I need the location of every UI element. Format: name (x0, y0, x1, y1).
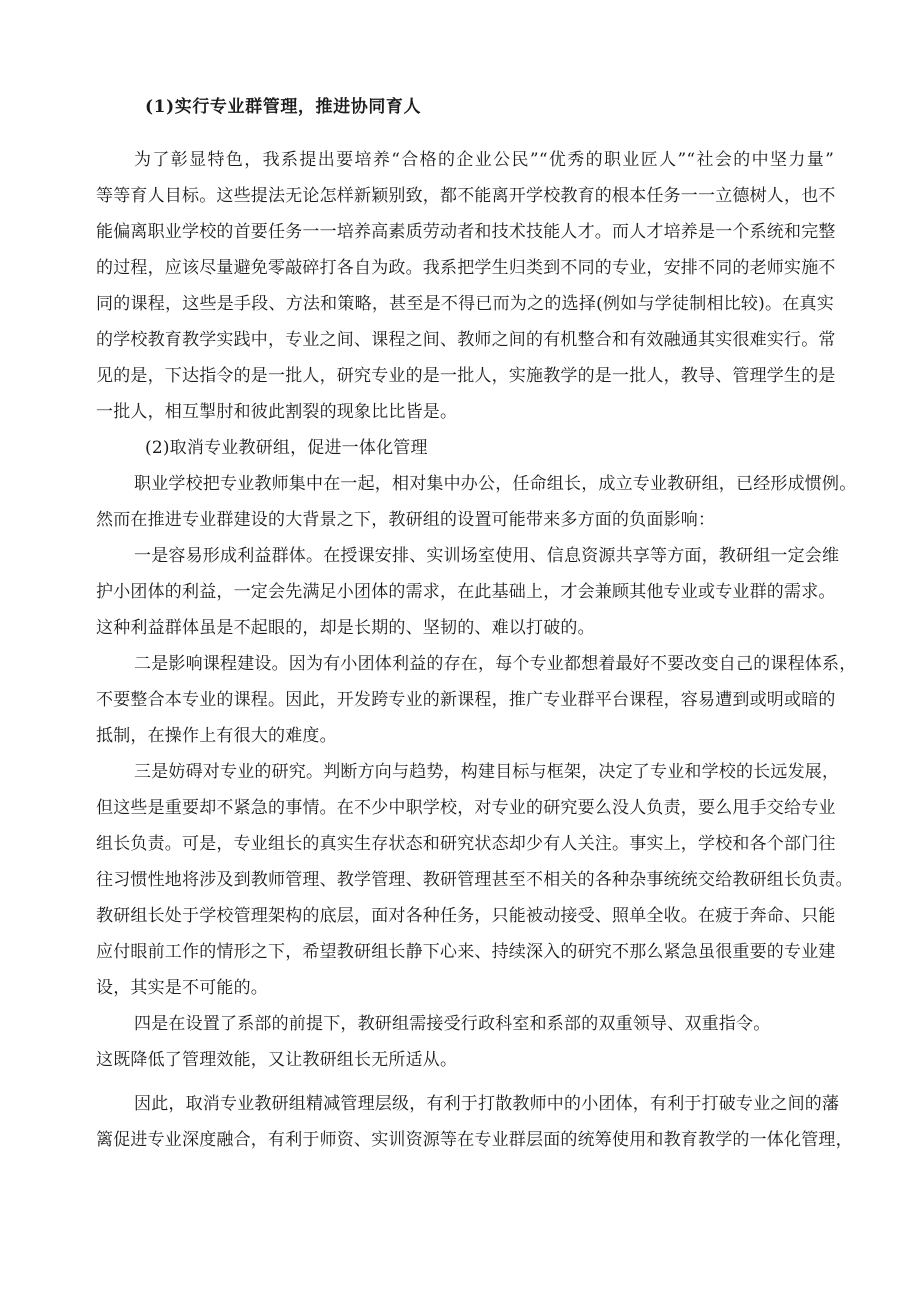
paragraph-line: 但这些是重要却不紧急的事情。在不少中职学校，对专业的研究要么没人负责，要么甩手交给专业 (96, 798, 836, 818)
paragraph-line: 能偏离职业学校的首要任务一一培养高素质劳动者和技术技能人才。而人才培养是一个系统和完整 (96, 222, 836, 242)
paragraph-line: 等等育人目标。这些提法无论怎样新颖别致，都不能离开学校教育的根本任务一一立德树人，也不 (96, 186, 836, 206)
paragraph-line: 设，其实是不可能的。 (96, 978, 268, 998)
paragraph-line: 一批人，相互掣肘和彼此割裂的现象比比皆是。 (96, 402, 458, 422)
section-heading-1: (1)实行专业群管理，推进协同育人 (145, 97, 422, 117)
paragraph-line: 同的课程，这些是手段、方法和策略，甚至是不得已而为之的选择(例如与学徒制相比较)。在真实 (96, 294, 834, 314)
paragraph-line: 这种利益群体虽是不起眼的，却是长期的、坚韧的、难以打破的。 (96, 618, 595, 638)
paragraph-line: 应付眼前工作的情形之下，希望教研组长静下心来、持续深入的研究不那么紧急虽很重要的专业建 (96, 942, 836, 962)
paragraph-line: 往习惯性地将涉及到教师管理、教学管理、教研管理甚至不相关的各种杂事统统交给教研组长负责。 (96, 870, 853, 890)
paragraph-line: 为了彰显特色，我系提出要培养“合格的企业公民”“优秀的职业匠人”“社会的中坚力量” (134, 150, 834, 170)
paragraph-line: 护小团体的利益，一定会先满足小团体的需求，在此基础上，才会兼顾其他专业或专业群的需求。 (96, 582, 836, 602)
paragraph-line: 二是影响课程建设。因为有小团体利益的存在，每个专业都想着最好不要改变自己的课程体系， (134, 654, 857, 674)
paragraph-line: 三是妨碍对专业的研究。判断方向与趋势，构建目标与框架，决定了专业和学校的长远发展， (134, 762, 840, 782)
paragraph-line: 篱促进专业深度融合，有利于师资、实训资源等在专业群层面的统筹使用和教育教学的一体化管理， (96, 1130, 853, 1150)
paragraph-line: 一是容易形成利益群体。在授课安排、实训场室使用、信息资源共享等方面，教研组一定会维 (134, 546, 840, 566)
paragraph-line: 的过程，应该尽量避免零敲碎打各自为政。我系把学生归类到不同的专业，安排不同的老师实施不 (96, 258, 836, 278)
paragraph-line: 的学校教育教学实践中，专业之间、课程之间、教师之间的有机整合和有效融通其实很难实行。常 (96, 330, 836, 350)
paragraph-line: 四是在设置了系部的前提下，教研组需接受行政科室和系部的双重领导、双重指令。 (134, 1014, 771, 1034)
paragraph-line: 这既降低了管理效能，又让教研组长无所适从。 (96, 1050, 458, 1070)
section-heading-2: (2)取消专业教研组，促进一体化管理 (145, 438, 428, 458)
paragraph-line: 见的是，下达指令的是一批人，研究专业的是一批人，实施教学的是一批人，教导、管理学生的是 (96, 366, 836, 386)
paragraph-line: 职业学校把专业教师集中在一起，相对集中办公，任命组长，成立专业教研组，已经形成惯例。 (134, 474, 857, 494)
paragraph-line: 组长负责。可是，专业组长的真实生存状态和研究状态却少有人关注。事实上，学校和各个部门往 (96, 834, 836, 854)
paragraph-line: 不要整合本专业的课程。因此，开发跨专业的新课程，推广专业群平台课程，容易遭到或明或暗的 (96, 690, 836, 710)
paragraph-line: 教研组长处于学校管理架构的底层，面对各种任务，只能被动接受、照单全收。在疲于奔命、只能 (96, 906, 836, 926)
paragraph-line: 抵制，在操作上有很大的难度。 (96, 726, 337, 746)
paragraph-line: 然而在推进专业群建设的大背景之下，教研组的设置可能带来多方面的负面影响： (96, 510, 716, 530)
paragraph-line: 因此，取消专业教研组精减管理层级，有利于打散教师中的小团体，有利于打破专业之间的藩 (134, 1094, 840, 1114)
